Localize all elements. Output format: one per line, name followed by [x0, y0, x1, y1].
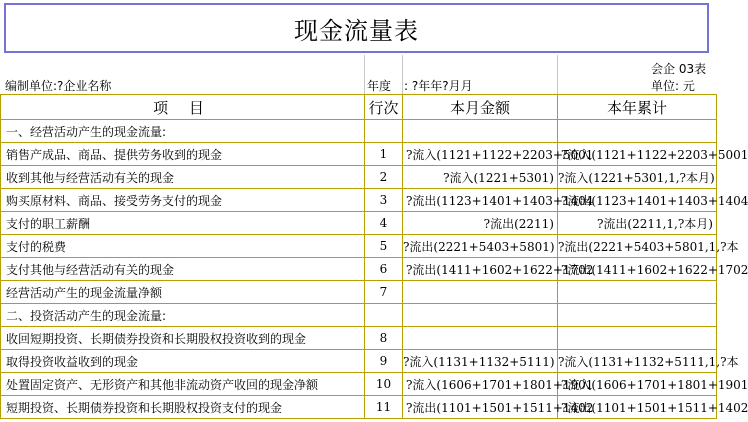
row-item-cell[interactable]: 经营活动产生的现金流量净额 — [1, 281, 365, 304]
row-line-cell[interactable] — [365, 120, 403, 143]
column-divider — [557, 55, 558, 95]
table-row — [1, 258, 717, 281]
table-row — [1, 373, 717, 396]
document-code: 会企 03表 — [651, 62, 707, 76]
table-row — [1, 212, 717, 235]
row-year-cell[interactable]: ?流入(1131+1132+5111,1,?本 — [558, 350, 717, 373]
table-row — [1, 120, 717, 143]
row-line-cell[interactable]: 3 — [365, 189, 403, 212]
cash-flow-table — [0, 94, 748, 419]
table-row — [1, 304, 717, 327]
row-month-cell[interactable] — [403, 304, 558, 327]
table-header-row — [1, 95, 717, 120]
currency-unit: 单位: 元 — [651, 79, 695, 93]
table-row — [1, 327, 717, 350]
table-row — [1, 143, 717, 166]
row-line-cell[interactable]: 4 — [365, 212, 403, 235]
table-row — [1, 396, 717, 419]
row-item-cell[interactable]: 一、经营活动产生的现金流量: — [1, 120, 365, 143]
row-item-cell[interactable]: 收回短期投资、长期债券投资和长期股权投资收到的现金 — [1, 327, 365, 350]
row-line-cell[interactable]: 1 — [365, 143, 403, 166]
row-year-cell[interactable] — [558, 327, 717, 350]
row-item-cell[interactable]: 处置固定资产、无形资产和其他非流动资产收回的现金净额 — [1, 373, 365, 396]
row-item-cell[interactable]: 销售产成品、商品、提供劳务收到的现金 — [1, 143, 365, 166]
row-year-cell[interactable]: ?流出(1123+1401+1403+1404 — [558, 189, 717, 212]
row-line-cell[interactable]: 7 — [365, 281, 403, 304]
table-row — [1, 235, 717, 258]
row-line-cell[interactable]: 10 — [365, 373, 403, 396]
row-month-cell[interactable]: ?流出(2211) — [403, 212, 558, 235]
row-line-cell[interactable]: 8 — [365, 327, 403, 350]
row-item-cell[interactable]: 短期投资、长期债券投资和长期股权投资支付的现金 — [1, 396, 365, 419]
header-year-total[interactable]: 本年累计 — [558, 95, 717, 120]
column-divider — [402, 55, 403, 95]
row-month-cell[interactable]: ?流入(1606+1701+1801+1901 — [403, 373, 558, 396]
header-line-number[interactable]: 行次 — [365, 95, 403, 120]
row-year-cell[interactable]: ?流入(1121+1122+2203+5001 — [558, 143, 717, 166]
row-line-cell[interactable]: 5 — [365, 235, 403, 258]
row-month-cell[interactable]: ?流入(1131+1132+5111) — [403, 350, 558, 373]
row-item-cell[interactable]: 支付的税费 — [1, 235, 365, 258]
row-item-cell[interactable]: 二、投资活动产生的现金流量: — [1, 304, 365, 327]
row-line-cell[interactable]: 9 — [365, 350, 403, 373]
table-body — [1, 120, 748, 419]
row-item-cell[interactable]: 取得投资收益收到的现金 — [1, 350, 365, 373]
row-year-cell[interactable]: ?流出(1101+1501+1511+1402 — [558, 396, 717, 419]
row-line-cell[interactable]: 6 — [365, 258, 403, 281]
table-row — [1, 350, 717, 373]
row-year-cell[interactable]: ?流出(2221+5403+5801,1,?本 — [558, 235, 717, 258]
table-row — [1, 166, 717, 189]
row-item-cell[interactable]: 购买原材料、商品、接受劳务支付的现金 — [1, 189, 365, 212]
row-item-cell[interactable]: 支付其他与经营活动有关的现金 — [1, 258, 365, 281]
row-line-cell[interactable]: 11 — [365, 396, 403, 419]
header-item[interactable]: 项 目 — [1, 95, 365, 120]
row-year-cell[interactable] — [558, 120, 717, 143]
row-item-cell[interactable]: 收到其他与经营活动有关的现金 — [1, 166, 365, 189]
row-month-cell[interactable] — [403, 120, 558, 143]
column-divider — [364, 55, 365, 95]
report-period: : ?年年?月月 — [404, 79, 473, 93]
year-label: 年度 — [367, 79, 392, 93]
row-item-cell[interactable]: 支付的职工薪酬 — [1, 212, 365, 235]
header-month-amount[interactable]: 本月金额 — [403, 95, 558, 120]
table-row — [1, 189, 717, 212]
row-month-cell[interactable]: ?流出(1123+1401+1403+1404 — [403, 189, 558, 212]
row-line-cell[interactable] — [365, 304, 403, 327]
row-year-cell[interactable] — [558, 304, 717, 327]
row-year-cell[interactable]: ?流出(2211,1,?本月) — [558, 212, 717, 235]
table-row — [1, 281, 717, 304]
row-year-cell[interactable]: ?流入(1606+1701+1801+1901 — [558, 373, 717, 396]
row-line-cell[interactable]: 2 — [365, 166, 403, 189]
row-month-cell[interactable] — [403, 327, 558, 350]
row-month-cell[interactable]: ?流出(2221+5403+5801) — [403, 235, 558, 258]
row-month-cell[interactable]: ?流出(1411+1602+1622+1702 — [403, 258, 558, 281]
row-year-cell[interactable]: ?流出(1411+1602+1622+1702 — [558, 258, 717, 281]
row-year-cell[interactable]: ?流入(1221+5301,1,?本月) — [558, 166, 717, 189]
row-month-cell[interactable]: ?流入(1121+1122+2203+5001 — [403, 143, 558, 166]
row-year-cell[interactable] — [558, 281, 717, 304]
report-title: 现金流量表 — [4, 3, 709, 53]
row-month-cell[interactable]: ?流出(1101+1501+1511+1402 — [403, 396, 558, 419]
row-month-cell[interactable]: ?流入(1221+5301) — [403, 166, 558, 189]
row-month-cell[interactable] — [403, 281, 558, 304]
compiling-unit: 编制单位:?企业名称 — [5, 79, 112, 93]
